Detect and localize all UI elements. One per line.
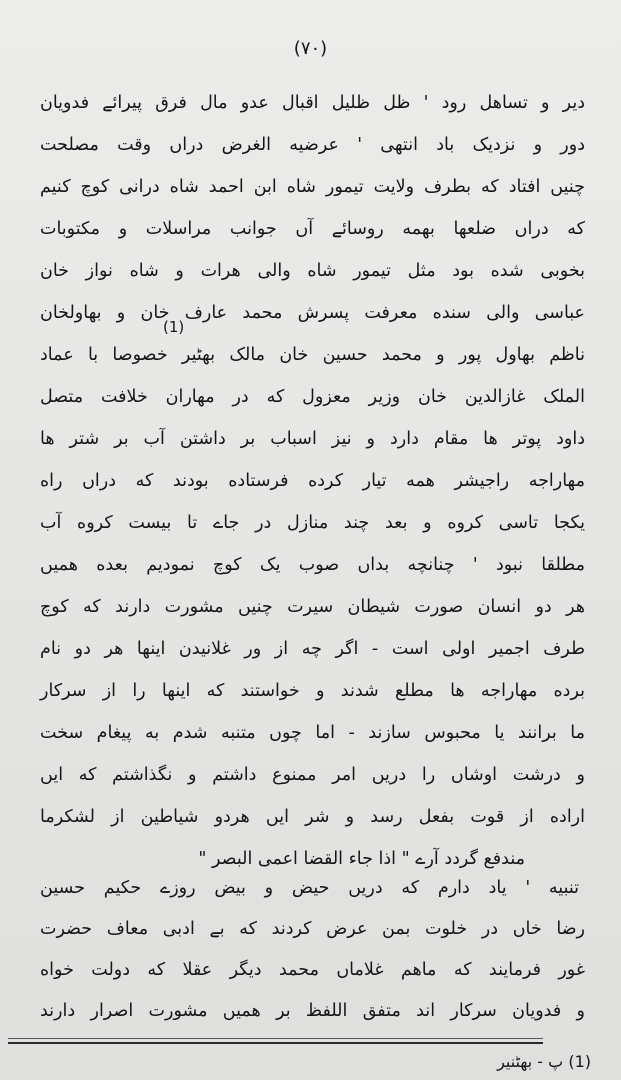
- page-number: (۷۰): [293, 38, 328, 59]
- text-line: یکجا تاسی کروه و بعد چند منازل در جاے تا بیست کروه آب: [40, 513, 585, 533]
- text-line: ما برانند یا محبوس سازند - اما چوں متنبه شدم به پیغام سخت: [40, 723, 585, 743]
- text-line: و فدویان سرکار اند متفق اللفظ بر همیں مشورت اصرار دارند: [40, 1001, 585, 1021]
- text-line: برده مهاراجه ها مطلع شدند و خواستند که اینها را از سرکار: [40, 681, 585, 701]
- text-line: مطلقا نبود ' چنانچه بداں صوب یک کوچ نمودیم بعده همیں: [40, 555, 585, 575]
- text-line: بخوبی شده بود مثل تیمور شاه والی هرات و شاه نواز خان: [40, 261, 585, 281]
- text-line: طرف اجمیر اولی است - اگر چه از ور غلانیدن اینها هر دو نام: [40, 639, 585, 659]
- text-line: دور و نزدیک باد انتهی ' عرضیه الغرض دراں وقت مصلحت: [40, 135, 585, 155]
- footnote-divider: [8, 1042, 543, 1044]
- text-line: دیر و تساهل رود ' ظل ظلیل اقبال عدو مال فرق پیرائے فدویان: [40, 93, 585, 113]
- text-line: غور فرمایند که ماهم غلاماں محمد دیگر عقلا که دولت خواه: [40, 960, 585, 980]
- footnote-divider-thin: [8, 1038, 543, 1039]
- text-line: چنیں افتاد که بطرف ولایت تیمور شاه ابن احمد شاه درانی کوچ کنیم: [40, 177, 585, 197]
- text-line: اراده از قوت بفعل رسد و شر ایں هردو شیاطین از لشکرما: [40, 807, 585, 827]
- text-line: الملک غازالدین خان وزیر معزول که در مهاران خلافت متصل: [40, 387, 585, 407]
- footnote: (1) پ - بهٹنیر: [497, 1052, 591, 1071]
- text-line: مهاراجه راجیشر همه تیار کرده فرستاده بودند که دراں راه: [40, 471, 585, 491]
- text-line: ناظم بهاول پور و محمد حسین خان مالک بهٹیر خصوصا با عماد: [40, 345, 585, 365]
- text-line: رضا خاں در خلوت بمن عرض کردند که بے ادبی معاف حضرت: [40, 919, 585, 939]
- text-line: داود پوتر ها مقام دارد و نیز اسباب بر داشتن آب بر شتر ها: [40, 429, 585, 449]
- text-line: که دراں ضلعها بهمه روسائے آں جوانب مراسلات و مکتوبات: [40, 219, 585, 239]
- paragraph-main: [40, 82, 585, 880]
- text-line: هر دو انسان صورت شیطان سیرت چنیں مشورت دارند که کوچ: [40, 597, 585, 617]
- text-line: تنبیه ' یاد دارم که دریں حیض و بیض روزے حکیم حسین: [40, 878, 579, 898]
- footnote-marker: (1): [163, 318, 185, 336]
- text-line: عباسی والی سنده معرفت پسرش محمد عارف خان و بهاولخان: [40, 303, 585, 323]
- text-line: مندفع گردد آرے " اذا جاء القضا اعمی البصر ": [198, 849, 525, 869]
- paragraph-tanbih: [40, 868, 585, 1032]
- text-line: و درشت اوشاں را دریں امر ممنوع داشتم و نگذاشتم که ایں: [40, 765, 585, 785]
